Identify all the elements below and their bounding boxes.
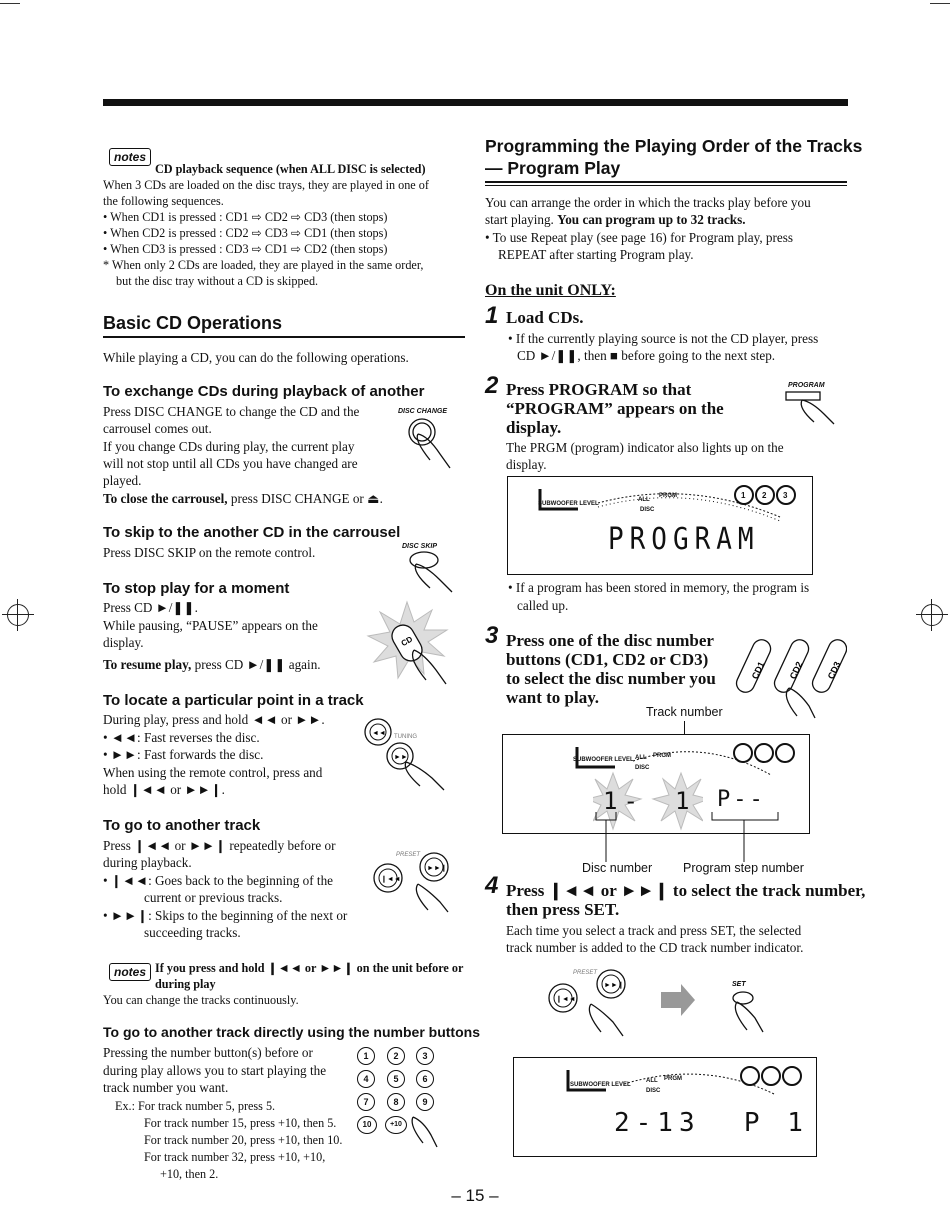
subwoofer-level-label: SUBWOOFER LEVEL: [573, 757, 634, 763]
section-intro: While playing a CD, you can do the following operations.: [103, 350, 409, 365]
bullet-text: • ◄◄: Fast reverses the disc.: [103, 730, 260, 745]
note-text: but the disc tray without a CD is skipped.: [116, 274, 319, 288]
body-text: display.: [103, 635, 144, 650]
lcd-disc-number: 1-: [603, 787, 644, 815]
key-9: 9: [416, 1093, 434, 1111]
section-title: Basic CD Operations: [103, 313, 283, 333]
all-indicator: ALL: [638, 497, 650, 503]
subsection-title: To exchange CDs during playback of another: [103, 383, 425, 400]
step-title: then press SET.: [506, 900, 620, 919]
note-bullet: • When CD2 is pressed : CD2 ⇨ CD3 ⇨ CD1 (then stops): [103, 226, 388, 240]
note-text: the following sequences.: [103, 194, 224, 208]
body-text: carrousel comes out.: [103, 421, 212, 436]
page-title-line2: — Program Play: [485, 158, 621, 178]
disc-change-button-illustration: [400, 416, 460, 471]
example-text: Ex.: For track number 5, press 5.: [115, 1099, 276, 1113]
finger-icon: [407, 1111, 439, 1151]
lcd-display-track-set: [513, 1057, 817, 1157]
svg-text:◄◄: ◄◄: [372, 730, 386, 737]
body-text: You can arrange the order in which the tracks play before you: [485, 195, 811, 210]
svg-text:►►❙: ►►❙: [604, 982, 624, 989]
cd3-label: CD3: [825, 660, 843, 681]
unit-only-heading: On the unit ONLY:: [485, 282, 616, 299]
subwoofer-level-label: SUBWOOFER LEVEL: [570, 1082, 631, 1088]
disc-indicator: DISC: [635, 765, 650, 771]
all-indicator: ALL: [646, 1078, 658, 1084]
body-text: Pressing the number button(s) before or: [103, 1045, 313, 1060]
body-text: If you change CDs during play, the current play: [103, 439, 355, 454]
note-text: You can change the tracks continuously.: [103, 993, 299, 1007]
body-text: start playing.: [485, 212, 558, 227]
body-text: During play, press and hold ◄◄ or ►►.: [103, 712, 325, 727]
body-text: will not stop until all CDs you have changed are: [103, 456, 358, 471]
bullet-text: called up.: [517, 598, 569, 613]
step-title: display.: [506, 418, 562, 437]
body-text: Press DISC CHANGE to change the CD and the: [103, 404, 360, 419]
bullet-text: • To use Repeat play (see page 16) for Program play, press: [485, 230, 794, 245]
bullet-text: • ❙◄◄: Goes back to the beginning of the: [103, 873, 334, 888]
notes-icon: notes: [109, 963, 151, 981]
preset-buttons-illustration: [368, 840, 463, 915]
body-text: Press DISC SKIP on the remote control.: [103, 545, 316, 560]
step-title: Load CDs.: [506, 308, 584, 327]
emphasis: To close the carrousel,: [103, 491, 228, 506]
emphasis: You can program up to 32 tracks.: [557, 212, 746, 227]
body-text: Press ❙◄◄ or ►►❙ repeatedly before or: [103, 838, 336, 853]
disc-indicator: DISC: [640, 507, 655, 513]
subsection-title: To skip to the another CD in the carrousel: [103, 524, 401, 541]
key-6: 6: [416, 1070, 434, 1088]
example-text: For track number 32, press +10, +10,: [144, 1150, 326, 1164]
registration-mark: [7, 604, 29, 626]
program-button-label: PROGRAM: [788, 382, 825, 389]
subsection-title: To stop play for a moment: [103, 580, 290, 597]
disc-1-indicator: 1: [741, 491, 746, 500]
body-text: While pausing, “PAUSE” appears on the: [103, 618, 318, 633]
number-keypad-illustration: [357, 1047, 437, 1147]
svg-text:❙◄◄: ❙◄◄: [381, 876, 401, 883]
body-text: Press CD ►/❚❚.: [103, 600, 198, 615]
subsection-title: To go to another track: [103, 817, 261, 834]
body-text: hold ❙◄◄ or ►►❙.: [103, 782, 225, 797]
key-4: 4: [357, 1070, 375, 1088]
step-title: “PROGRAM” appears on the: [506, 399, 724, 418]
subwoofer-level-label: SUBWOOFER LEVEL: [538, 501, 599, 507]
subsection-title: To go to another track directly using the number buttons: [103, 1024, 480, 1040]
body-text: track number is added to the CD track number indicator.: [506, 940, 804, 955]
key-1: 1: [357, 1047, 375, 1065]
key-3: 3: [416, 1047, 434, 1065]
section-rule: [485, 185, 847, 186]
note-text: * When only 2 CDs are loaded, they are played in the same order,: [103, 258, 424, 272]
disc-change-label: DISC CHANGE: [398, 408, 448, 415]
key-2: 2: [387, 1047, 405, 1065]
body-text: during play allows you to start playing the: [103, 1063, 327, 1078]
section-rule: [485, 181, 847, 183]
bullet-text: • If a program has been stored in memory, the program is: [508, 580, 810, 595]
example-text: For track number 20, press +10, then 10.: [144, 1133, 343, 1147]
bullet-text: current or previous tracks.: [144, 890, 283, 905]
lcd-track-text: 2-13 P 1: [614, 1108, 809, 1138]
callout-lines: [590, 808, 820, 864]
cd2-label: CD2: [787, 660, 805, 681]
key-7: 7: [357, 1093, 375, 1111]
prgm-indicator: PRGM: [664, 1076, 682, 1082]
note-heading: CD playback sequence (when ALL DISC is selected): [155, 162, 426, 176]
note-bullet: • When CD1 is pressed : CD1 ⇨ CD2 ⇨ CD3 (then stops): [103, 210, 388, 224]
cd-buttons-illustration: [735, 630, 847, 720]
tuning-buttons-illustration: [362, 716, 462, 791]
body-text: during playback.: [103, 855, 192, 870]
step-number: 2: [485, 372, 499, 399]
step-number: 3: [485, 622, 499, 649]
track-number-callout: Track number: [646, 705, 723, 719]
prgm-indicator: PRGM: [653, 753, 671, 759]
bullet-text: succeeding tracks.: [144, 925, 241, 940]
section-rule: [103, 336, 465, 338]
preset-set-illustration: [545, 960, 775, 1045]
example-text: +10, then 2.: [160, 1167, 219, 1181]
step-title: want to play.: [506, 688, 600, 707]
all-indicator: ALL: [635, 755, 647, 761]
bullet-text: REPEAT after starting Program play.: [498, 247, 694, 262]
body-text: display.: [506, 457, 547, 472]
crop-mark: [0, 3, 20, 4]
note-heading: during play: [155, 977, 216, 991]
bullet-text: • ►►: Fast forwards the disc.: [103, 747, 264, 762]
step-title: Press one of the disc number: [506, 631, 714, 650]
svg-text:►►❙: ►►❙: [427, 865, 447, 872]
program-step-callout: Program step number: [683, 861, 804, 875]
tuning-label: TUNING: [394, 734, 417, 740]
step-number: 1: [485, 302, 499, 329]
disc-2-indicator: 2: [762, 491, 767, 500]
program-button-illustration: [784, 390, 844, 426]
step-title: buttons (CD1, CD2 or CD3): [506, 650, 709, 669]
body-text: [485, 211, 746, 228]
step-number: 4: [485, 872, 499, 899]
example-text: For track number 15, press +10, then 5.: [144, 1116, 337, 1130]
header-rule: [103, 99, 848, 106]
key-5: 5: [387, 1070, 405, 1088]
lcd-display-program: [507, 476, 813, 575]
disc-3-indicator: 3: [783, 491, 788, 500]
lcd-program-text: PROGRAM: [608, 522, 760, 558]
disc-indicator: DISC: [646, 1088, 661, 1094]
note-text: When 3 CDs are loaded on the disc trays, they are played in one of: [103, 178, 429, 192]
note-bullet: • When CD3 is pressed : CD3 ⇨ CD1 ⇨ CD2 (then stops): [103, 242, 388, 256]
set-label: SET: [732, 981, 746, 988]
step-title: Press PROGRAM so that: [506, 380, 692, 399]
bullet-text: CD ►/❚❚, then ■ before going to the next step.: [517, 348, 776, 363]
key-plus10: +10: [385, 1116, 407, 1134]
page-title: Programming the Playing Order of the Tracks: [485, 136, 863, 156]
step-title: Press ❙◄◄ or ►►❙ to select the track number,: [506, 881, 866, 900]
svg-text:❙◄◄: ❙◄◄: [556, 996, 576, 1003]
registration-mark: [921, 604, 943, 626]
prgm-indicator: PRGM: [659, 493, 677, 499]
cd-button-label: CD: [399, 634, 415, 649]
emphasis: To resume play,: [103, 657, 192, 672]
disc-skip-button-illustration: [402, 550, 462, 595]
page-number: – 15 –: [451, 1186, 499, 1205]
body-text: [103, 656, 321, 673]
lcd-track-number: 1: [675, 787, 696, 815]
crop-mark: [930, 3, 950, 4]
body-text: Each time you select a track and press SET, the selected: [506, 923, 802, 938]
svg-text:►►: ►►: [394, 754, 408, 761]
step-title: to select the disc number you: [506, 669, 716, 688]
lcd-program-step: P--: [717, 787, 766, 812]
preset-label: PRESET: [573, 970, 598, 976]
key-8: 8: [387, 1093, 405, 1111]
disc-number-callout: Disc number: [582, 861, 653, 875]
cd1-label: CD1: [749, 660, 767, 681]
note-heading: If you press and hold ❙◄◄ or ►►❙ on the unit before or: [155, 961, 464, 975]
body-text: track number you want.: [103, 1080, 229, 1095]
body-text: played.: [103, 473, 142, 488]
body-text: press DISC CHANGE or ⏏.: [227, 491, 383, 506]
cd-play-pause-button-illustration: [362, 600, 462, 690]
key-10: 10: [357, 1116, 377, 1134]
preset-label: PRESET: [396, 852, 421, 858]
bullet-text: • ►►❙: Skips to the beginning of the next or: [103, 908, 348, 923]
disc-skip-label: DISC SKIP: [402, 543, 438, 550]
body-text: When using the remote control, press and: [103, 765, 323, 780]
notes-icon: notes: [109, 148, 151, 166]
bullet-text: • If the currently playing source is not the CD player, press: [508, 331, 819, 346]
body-text: press CD ►/❚❚ again.: [191, 657, 321, 672]
subsection-title: To locate a particular point in a track: [103, 692, 364, 709]
body-text: [103, 490, 383, 507]
body-text: The PRGM (program) indicator also lights up on the: [506, 440, 784, 455]
